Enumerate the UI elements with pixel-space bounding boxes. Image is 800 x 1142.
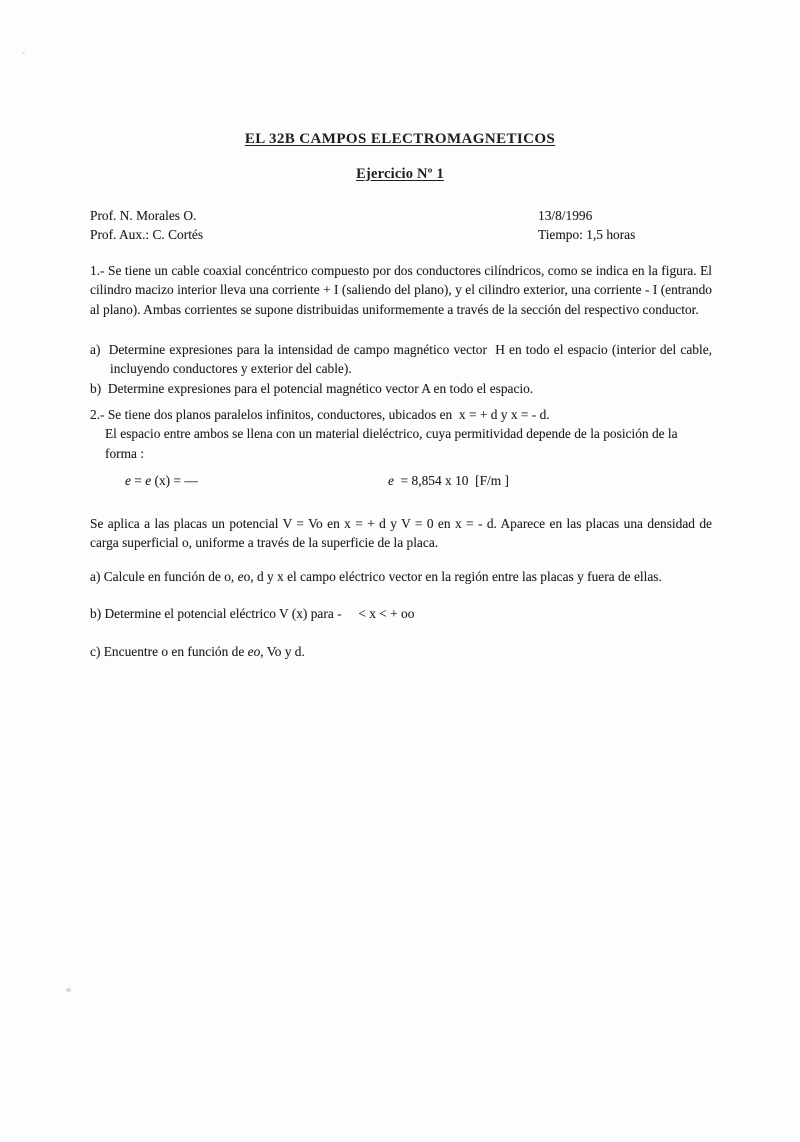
epsilon0-symbol: eo (247, 644, 261, 659)
problem1-statement: 1.- Se tiene un cable coaxial concéntrico compuesto por dos conductores cilíndricos, como se indica en la figura. El cilindro macizo interior lleva una corriente + I (saliendo del plano), y el cilindro exterior, una corriente - I (entrando al plano). Ambas corrientes se supone distribuidas uniformemente a través de la sección del respectivo conductor. (90, 263, 712, 317)
scan-speck (22, 52, 25, 54)
formula-equals: = (130, 473, 146, 488)
formula-row (0, 471, 800, 493)
exam-meta-block (538, 206, 738, 245)
epsilon-symbol: e (145, 473, 152, 488)
problem1-item-a: a) Determine expresiones para la intensidad de campo magnético vector H en todo el espacio (interior del cable, incluyendo conductores y exterior del cable). (90, 342, 716, 377)
exam-date: 13/8/1996 (538, 208, 593, 223)
exercise-title: Ejercicio Nº 1 (356, 166, 444, 182)
epsilon0-symbol: e (388, 473, 394, 488)
problem1-items (90, 340, 716, 398)
item-c-text: c) Encuentre o en función de (90, 644, 248, 659)
problem2-statement (90, 405, 712, 463)
problem1-item-b: b) Determine expresiones para el potencial magnético vector A en todo el espacio. (90, 380, 534, 396)
problem2-statement-intro: 2.- Se tiene dos planos paralelos infinitos, conductores, ubicados en x = + d y x = - d. (90, 407, 550, 422)
permittivity-function-formula (125, 471, 198, 490)
formula-tail: (x) = — (151, 473, 198, 488)
epsilon0-value-formula (388, 471, 509, 490)
problem2-item-a (90, 567, 712, 586)
assistant-name: Prof. Aux.: C. Cortés (90, 227, 204, 243)
item-a-text: a) Calcule en función de o, (90, 569, 238, 584)
exam-duration: Tiempo: 1,5 horas (538, 227, 636, 243)
course-title: EL 32B CAMPOS ELECTROMAGNETICOS (244, 131, 556, 147)
problem2-item-b: b) Determine el potencial eléctrico V (x) para - < x < + oo (90, 606, 415, 621)
problem2-item-c (90, 642, 712, 661)
item-a-text-cont: o, d y x el campo eléctrico vector en la región entre las placas y fuera de ellas. (243, 569, 662, 584)
item-c-text-cont: , Vo y d. (260, 644, 305, 659)
epsilon-symbol: e (125, 473, 131, 488)
epsilon0-value: = 8,854 x 10 [F/m ] (393, 473, 510, 488)
professor-name: Prof. N. Morales O. (90, 208, 197, 223)
problem2-applied-statement: Se aplica a las placas un potencial V = Vo en x = + d y V = 0 en x = - d. Aparece en las placas una densidad de carga superficial o, uniforme a través de la superficie de la placa. (90, 516, 712, 551)
scan-speck (66, 988, 71, 992)
problem2-statement-continuation: El espacio entre ambos se llena con un material dieléctrico, cuya permitividad depende de la posición de la forma : (105, 426, 678, 461)
epsilon-symbol: e (237, 569, 244, 584)
